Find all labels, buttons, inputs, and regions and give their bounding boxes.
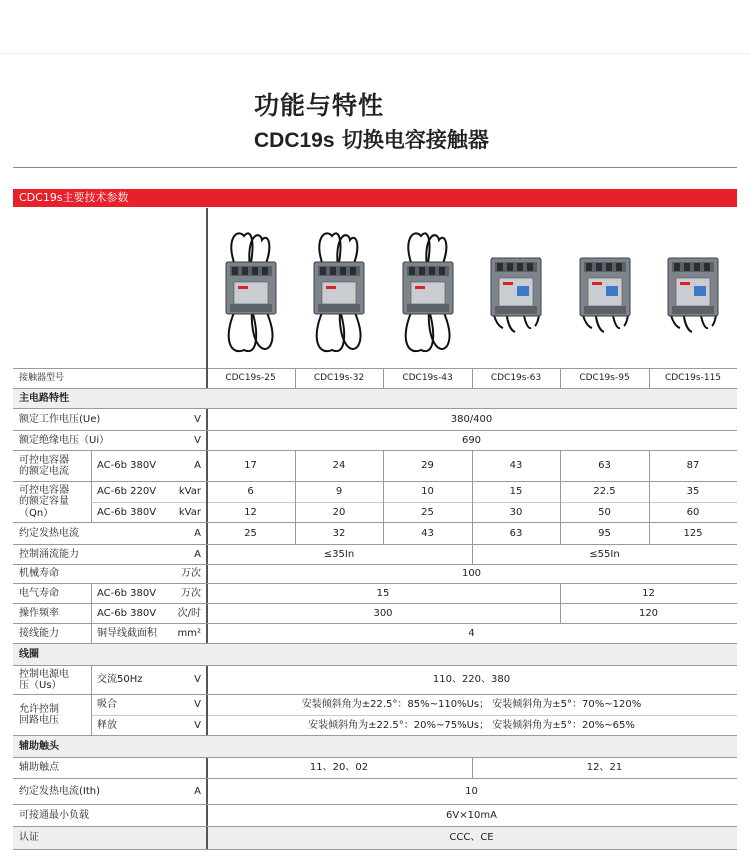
current-label: 可控电容器 的额定电流 — [19, 454, 69, 477]
capacity-unit1: kVar — [178, 486, 201, 498]
allow-value2: 安装倾斜角为±22.5°：20%~75%Us； 安装倾斜角为±5°：20%~65% — [308, 719, 635, 731]
allow-value1: 安装倾斜角为±22.5°：85%~110%Us； 安装倾斜角为±5°：70%~120% — [301, 699, 642, 711]
value-cell: 9 — [335, 486, 343, 498]
table-header-bar: CDC19s主要技术参数 — [13, 189, 737, 207]
ui-value: 690 — [461, 434, 482, 446]
row-divider — [13, 368, 737, 369]
value-cell: 15 — [509, 486, 523, 498]
current-sub: AC-6b 380V — [97, 460, 157, 472]
column-divider — [295, 368, 296, 388]
aux-section: 辅助触头 — [19, 740, 59, 752]
top-divider — [0, 53, 750, 54]
row-divider — [13, 849, 737, 850]
aux-contacts-label: 辅助触点 — [19, 762, 59, 774]
ue-value: 380/400 — [450, 413, 493, 425]
page-title: 功能与特性 — [254, 91, 385, 120]
column-divider — [560, 482, 561, 522]
column-divider — [206, 695, 208, 735]
model-cell: CDC19s-32 — [313, 373, 365, 384]
value-cell: 50 — [598, 506, 611, 518]
value-cell: 35 — [686, 486, 700, 498]
contactor-small-3-image — [393, 228, 463, 358]
wiring-value: 4 — [468, 627, 475, 639]
main-circuit-section: 主电路特性 — [19, 392, 69, 404]
allow-sub1: 吸合 — [97, 699, 117, 711]
wiring-label: 接线能力 — [19, 627, 59, 639]
wiring-unit: mm² — [177, 627, 201, 639]
us-label: 控制电源电 压（Us） — [19, 668, 69, 691]
value-cell: 30 — [509, 506, 523, 518]
inrush-value-b: ≤55In — [589, 548, 620, 560]
value-cell: 43 — [421, 527, 434, 539]
value-cell: 6 — [247, 486, 254, 498]
elec-life-value-a: 15 — [376, 587, 390, 599]
op-freq-value-b: 120 — [638, 607, 659, 619]
model-cell: CDC19s-115 — [664, 373, 722, 384]
value-cell: 12 — [244, 506, 257, 518]
mech_life-unit: 万次 — [181, 568, 201, 580]
contactor-large-5-image — [570, 228, 640, 358]
column-divider — [383, 368, 384, 388]
value-cell: 43 — [509, 460, 523, 472]
capacity-sub1: AC-6b 220V — [97, 486, 157, 498]
inrush-unit: A — [194, 548, 201, 560]
current-unit: A — [194, 460, 201, 472]
ith-label: 约定发热电流 — [19, 527, 79, 539]
min-load-value: 6V×10mA — [446, 809, 497, 821]
value-cell: 25 — [421, 506, 434, 518]
cert-value: CCC、CE — [449, 832, 494, 844]
column-divider — [295, 482, 296, 522]
capacity-label: 可控电容器 的额定容量 （Qn） — [19, 484, 69, 519]
value-cell: 10 — [421, 486, 434, 498]
column-divider — [649, 368, 650, 388]
aux-contacts-value-a: 11、20、02 — [309, 762, 369, 774]
elec-life-sub: AC-6b 380V — [97, 587, 157, 599]
value-cell: 87 — [686, 460, 700, 472]
subtitle-model: CDC19s — [254, 129, 335, 152]
column-divider — [206, 368, 208, 388]
page-subtitle — [254, 124, 489, 154]
op-freq-label: 操作频率 — [19, 607, 59, 619]
value-cell: 25 — [244, 527, 257, 539]
contactor-small-1-image — [216, 228, 286, 358]
column-divider — [649, 482, 650, 522]
column-divider — [383, 482, 384, 522]
ue-unit: V — [194, 413, 201, 425]
allow-sub2: 释放 — [97, 719, 117, 731]
ith-unit: A — [194, 527, 201, 539]
aux-contacts-value-b: 12、21 — [586, 762, 623, 774]
elec-life-value-b: 12 — [642, 587, 655, 599]
value-cell: 95 — [598, 527, 611, 539]
model-cell: CDC19s-25 — [225, 373, 276, 384]
model-cell: CDC19s-95 — [579, 373, 630, 384]
mech-life-value: 100 — [461, 568, 482, 580]
us-unit: V — [194, 674, 201, 686]
contactor-small-2-image — [304, 228, 374, 358]
column-divider — [472, 482, 473, 522]
model-cell: CDC19s-63 — [490, 373, 542, 384]
contactor-large-4-image — [481, 228, 551, 358]
subtitle-text: 切换电容接触器 — [334, 128, 489, 152]
allow-unit1: V — [194, 699, 201, 711]
wiring-sub: 铜导线截面积 — [97, 627, 157, 639]
aux_ith-label: 约定发热电流(Ith) — [19, 785, 101, 797]
op-freq-unit: 次/时 — [177, 607, 201, 619]
value-cell: 125 — [683, 527, 703, 539]
value-cell: 32 — [332, 527, 346, 539]
capacity-unit2: kVar — [178, 506, 201, 518]
us-sub: 交流50Hz — [97, 674, 143, 686]
coil-section: 线圈 — [19, 648, 39, 660]
value-cell: 22.5 — [593, 486, 616, 498]
elec-life-label: 电气寿命 — [19, 587, 59, 599]
op-freq-sub: AC-6b 380V — [97, 607, 157, 619]
aux_ith-unit: A — [194, 785, 201, 797]
column-divider — [472, 368, 473, 388]
inrush-value-a: ≤35In — [323, 548, 355, 560]
us-value: 110、220、380 — [432, 674, 511, 686]
ui-label: 额定绝缘电压（Ui） — [19, 434, 110, 446]
elec-life-unit: 万次 — [181, 587, 201, 599]
inrush-label: 控制涌流能力 — [19, 548, 79, 560]
capacity-sub2: AC-6b 380V — [97, 506, 157, 518]
column-divider — [560, 368, 561, 388]
mech_life-label: 机械寿命 — [19, 568, 59, 580]
value-cell: 17 — [244, 460, 257, 472]
value-cell: 29 — [421, 460, 434, 472]
model-cell: CDC19s-43 — [402, 373, 453, 384]
column-divider — [206, 208, 208, 368]
cert-label: 认证 — [19, 832, 39, 844]
ue-label: 额定工作电压(Ue) — [19, 413, 101, 425]
allow-label: 允许控制 回路电压 — [19, 703, 59, 726]
aux-ith-value: 10 — [465, 785, 478, 797]
value-cell: 63 — [509, 527, 523, 539]
model-row-label: 接触器型号 — [19, 373, 65, 384]
value-cell: 60 — [686, 506, 700, 518]
contactor-large-6-image — [658, 228, 728, 358]
value-cell: 20 — [332, 506, 346, 518]
title-rule — [13, 167, 737, 168]
column-divider — [206, 482, 208, 522]
value-cell: 63 — [598, 460, 611, 472]
op-freq-value-a: 300 — [373, 607, 393, 619]
value-cell: 24 — [332, 460, 346, 472]
min-load-label: 可接通最小负载 — [19, 809, 89, 821]
ui-unit: V — [194, 434, 201, 446]
allow-unit2: V — [194, 719, 201, 731]
